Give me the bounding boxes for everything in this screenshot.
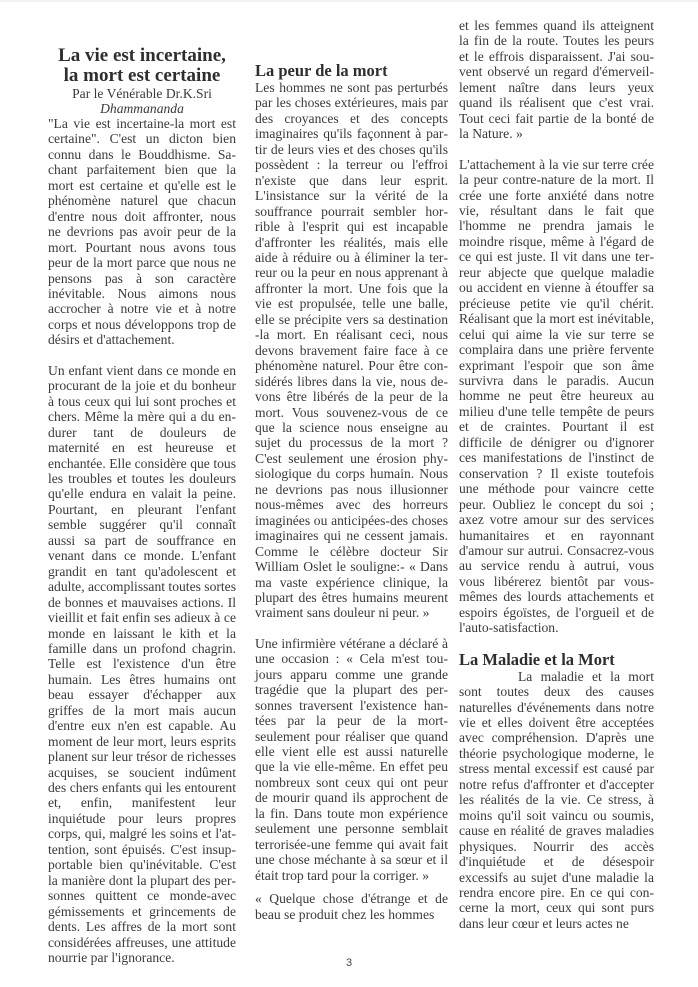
paragraph: Un enfant vient dans ce monde en procurant de la joie et du bonheur à tous ceux qui lui sont proches et chers. Même la mère qui a du endurer tant de douleurs de maternité en est heureuse et enchantée. Elle considère que tous les troubles et toutes les douleurs qu'elle endura en valait la peine. Pourtant, en pleurant l'enfant semble suggérer qu'il connaît aussi sa part de souffrance en venant dans ce monde. L'enfant grandit en tant qu'adolescent et adulte, accomplissant toutes sortes de bonnes et mauvaises actions. Il vieillit et fait enfin ses adieux à ce monde en laissant le kith et la famille dans un profond chagrin. Telle est l'existence d'un être humain. Les êtres humains ont beau essayer d'échapper aux griffes de la mort mais aucun d'entre eux n'en est capable. Au moment de leur mort, leurs esprits planent sur leur trésor de richesses acquises, se soucient indûment des chers enfants qui les entourent et, enfin, manifestent leur inquiétude pour leurs propres corps, qui, malgré les soins et l'attention, sont épuisés. C'est insupportable bien qu'inévitable. C'est la manière dont la plupart des personnes quittent ce monde-avec gémissements et grincements de dents. Les affres de la mort sont considérées affreuses, une attitude nourrie par l'ignorance.	[48, 362, 237, 966]
column-3	[459, 18, 654, 931]
article-title-line-2: la mort est certaine	[63, 65, 221, 86]
column-2	[255, 62, 448, 922]
byline-prefix: Par le Vénérable Dr.K.Sri	[72, 86, 212, 101]
paragraph: Une infirmière vétérane a déclaré à une occasion : « Cela m'est toujours apparu comme une grande tragédie que la plupart des personnes traversent l'existence hantées par la peur de la mort-seulement pour réaliser que quand elle vient elle est aussi naturelle que la vie elle-même. En effet peu nombreux sont ceux qui ont peur de mourir quand ils approchent de la fin. Dans toute mon expérience seulement une personne semblait terrorisée-une femme qui avait fait une chose méchante à sa sœur et il était trop tard pour la corriger. »	[255, 635, 448, 883]
scan-edge	[0, 0, 698, 2]
article-title-line-1: La vie est incertaine,	[58, 45, 226, 66]
paragraph: "La vie est incertaine-la mort est certaine". C'est un dicton bien connu dans le Bouddhisme. Sachant parfaitement bien que la mort est certaine et qu'elle est le phénomène naturel que chacun d'entre nous doit affronter, nous ne devrions pas avoir peur de la mort. Pourtant nous avons tous peur de la mort parce que nous ne pensons pas à son caractère inévitable. Nous aimons nous accrocher à notre vie et à notre corps et nous développons trop de désirs et d'attachement.	[48, 116, 236, 348]
paragraph: La maladie et la mort sont toutes deux des causes naturelles d'événements dans notre vie et elles doivent être acceptées avec compréhension. D'après une théorie psychologique moderne, le stress mental excessif est causé par notre refus d'affronter et d'accepter les réalités de la vie. Ce stress, à moins qu'il soit vaincu ou soumis, cause en réalité de graves maladies physiques. Nourrir des accès d'inquiétude et de désespoir excessifs au sujet d'une maladie la rendra encore pire. En ce qui concerne la mort, ceux qui sont purs dans leur cœur et leurs actes ne	[459, 668, 654, 931]
column-1	[48, 46, 236, 965]
paragraph: L'attachement à la vie sur terre crée la peur contre-nature de la mort. Il crée une forte anxiété dans notre vie, résultant dans le fait que l'homme ne prendra jamais le moindre risque, même à l'égard de ce qui est juste. Il vit dans une terreur abjecte que quelque maladie ou accident en vienne à étouffer sa précieuse petite vie qu'il chérit. Réalisant que la mort est inévitable, celui qui aime la vie sur terre se complaira dans une prière fervente exprimant l'espoir que son âme survivra dans le paradis. Aucun homme ne peut être heureux au milieu d'une telle tempête de peurs et de craintes. Pourtant il est difficile de dénigrer ou d'ignorer ces manifestations de l'instinct de conservation ? Il existe toutefois une méthode pour vaincre cette peur. Oubliez le concept du soi ; axez votre amour sur des services humanitaires et en rayonnant d'amour sur autrui. Consacrez-vous au service rendu à autrui, vous vous libérerez bientôt par vous-mêmes des lourds attachements et espoirs égoïstes, de l'orgueil et de l'auto-satisfaction.	[459, 156, 654, 636]
section-heading-fear-of-death: La peur de la mort	[255, 61, 388, 80]
page-number: 3	[345, 957, 353, 969]
paragraph: Les hommes ne sont pas perturbés par les choses extérieures, mais par des croyances et des concepts imaginaires qu'ils façonnent à partir de leurs vies et des choses qu'ils possèdent : la terreur ou l'effroi n'existe que dans leur esprit. L'insistance sur la vérité de la souffrance pourrait sembler horrible à l'esprit qui est incapable d'affronter les réalités, mais elle aide à réduire ou à éliminer la terreur ou la peur en nous apprenant à affronter la mort. Une fois que la vie est propulsée, telle une balle, elle se précipite vers sa destination -la mort. En réalisant ceci, nous devons bravement faire face à ce phénomène naturel. Pour être considérés libres dans la vie, nous devons être libérés de la peur de la mort. Vous souvenez-vous de ce que la science nous enseigne au sujet du processus de la mort ? C'est seulement une érosion physiologique du corps humain. Nous ne devrions pas nous illusionner nous-mêmes avec des horreurs imaginées ou anticipées-des choses imaginaires qui ne cessent jamais. Comme le célèbre docteur Sir William Oslet le souligne:- « Dans ma vaste expérience clinique, la plupart des êtres humains meurent vraiment sans douleur ni peur. »	[255, 80, 448, 621]
paragraph: et les femmes quand ils atteignent la fin de la route. Toutes les peurs et le effrois disparaissent. J'ai souvent observé un regard d'émerveillement naître dans leurs yeux quand ils réalisent que c'est vrai. Tout ceci fait partie de la bonté de la Nature. »	[459, 18, 654, 142]
article-byline	[48, 86, 236, 116]
paragraph: « Quelque chose d'étrange et de beau se produit chez les hommes	[255, 891, 448, 922]
byline-author: Dhammananda	[100, 101, 184, 116]
section-heading-illness-and-death: La Maladie et la Mort	[459, 649, 615, 669]
